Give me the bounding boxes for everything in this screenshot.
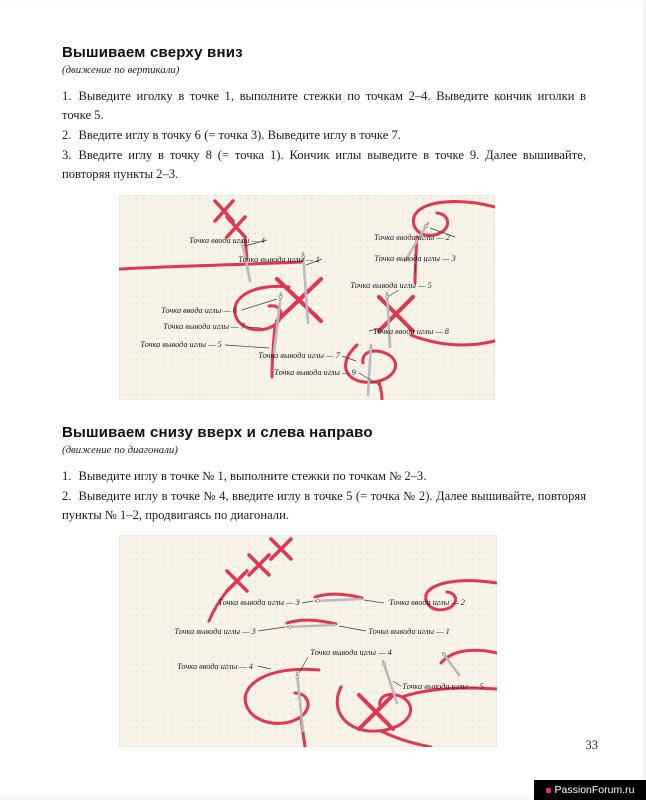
section1-steps bbox=[62, 87, 586, 183]
photo-label: Точка ввода иглы — 8 bbox=[373, 327, 449, 337]
step-text: Введите иглу в точку 6 (= точка 3). Выведите иглу в точке 7. bbox=[78, 127, 401, 142]
photo-label: Точка ввода иглы — 4 bbox=[177, 662, 253, 672]
instruction-step bbox=[62, 126, 586, 145]
section2-title: Вышиваем снизу вверх и слева направо bbox=[62, 424, 373, 442]
section-diagonal-stitching bbox=[62, 424, 586, 747]
photo-label: Точка ввода иглы — 6 bbox=[161, 306, 237, 316]
step-text: Выведите иглу в точке № 1, выполните стежки по точкам № 2–3. bbox=[78, 469, 427, 484]
photo-label: Точка вывода иглы — 4 bbox=[310, 648, 392, 658]
photo-label: Точка вывода иглы — 5 bbox=[140, 340, 222, 350]
photo-label: Точка вывода иглы — 7 bbox=[258, 351, 340, 361]
photo-label: Точка вывода иглы — 7 bbox=[163, 322, 245, 332]
photo-label: Точка ввода иглы — 2 bbox=[374, 233, 450, 243]
step-text: Выведите иголку в точке 1, выполните стежки по точкам 2–4. Выведите кончик иголки в точке 5. bbox=[62, 89, 586, 122]
section1-title: Вышиваем сверху вниз bbox=[62, 44, 243, 61]
photo-label: Точка вывода иглы — 3 bbox=[218, 598, 300, 608]
page-number: 33 bbox=[585, 738, 598, 752]
fabric-background bbox=[119, 535, 497, 747]
page-content bbox=[62, 44, 586, 747]
instruction-step bbox=[62, 146, 586, 184]
watermark bbox=[534, 780, 646, 800]
photo-label: Точка вывода иглы — 5 bbox=[350, 281, 432, 291]
step-text: Введите иглу в точку 8 (= точка 1). Кончик иглы выведите в точке 9. Далее вышивайте, повторяя пункты 2–3. bbox=[62, 147, 586, 181]
photo-vertical-stitching bbox=[119, 195, 495, 400]
photo-label: Точка вывода иглы — 1 bbox=[368, 627, 450, 637]
photo-label: Точка ввода иглы — 2 bbox=[389, 598, 465, 608]
step-number: 1. bbox=[62, 469, 72, 484]
section2-subtitle: (движение по диагонали) bbox=[62, 444, 178, 457]
instruction-step bbox=[62, 87, 586, 125]
photo-label: Точка вывода иглы — 5 bbox=[402, 682, 484, 692]
section1-subtitle: (движение по вертикали) bbox=[62, 64, 180, 76]
photo-label: Точка вывода иглы — 1 bbox=[238, 255, 320, 265]
step-number: 2. bbox=[62, 127, 72, 142]
step-number: 1. bbox=[62, 89, 72, 103]
photo-diagonal-stitching bbox=[119, 535, 497, 747]
step-number: 3. bbox=[62, 147, 72, 162]
watermark-logo-icon bbox=[546, 788, 551, 793]
section-vertical-stitching bbox=[62, 44, 586, 400]
photo-label: Точка ввода иглы — 4 bbox=[189, 236, 265, 246]
step-number: 2. bbox=[62, 489, 72, 504]
photo-label: Точка вывода иглы — 3 bbox=[174, 627, 256, 637]
photo-label: Точка вывода иглы — 9 bbox=[274, 368, 356, 378]
instruction-step bbox=[62, 487, 586, 525]
step-text: Выведите иглу в точке № 4, введите иглу в точке 5 (= точка № 2). Далее вышивайте, повторяя пункты № 1–2, продвигаясь по диагонали. bbox=[62, 489, 586, 523]
photo-label: Точка вывода иглы — 3 bbox=[374, 254, 456, 264]
section2-steps bbox=[62, 467, 586, 525]
instruction-step bbox=[62, 467, 586, 486]
watermark-text: PassionForum.ru bbox=[554, 784, 635, 796]
